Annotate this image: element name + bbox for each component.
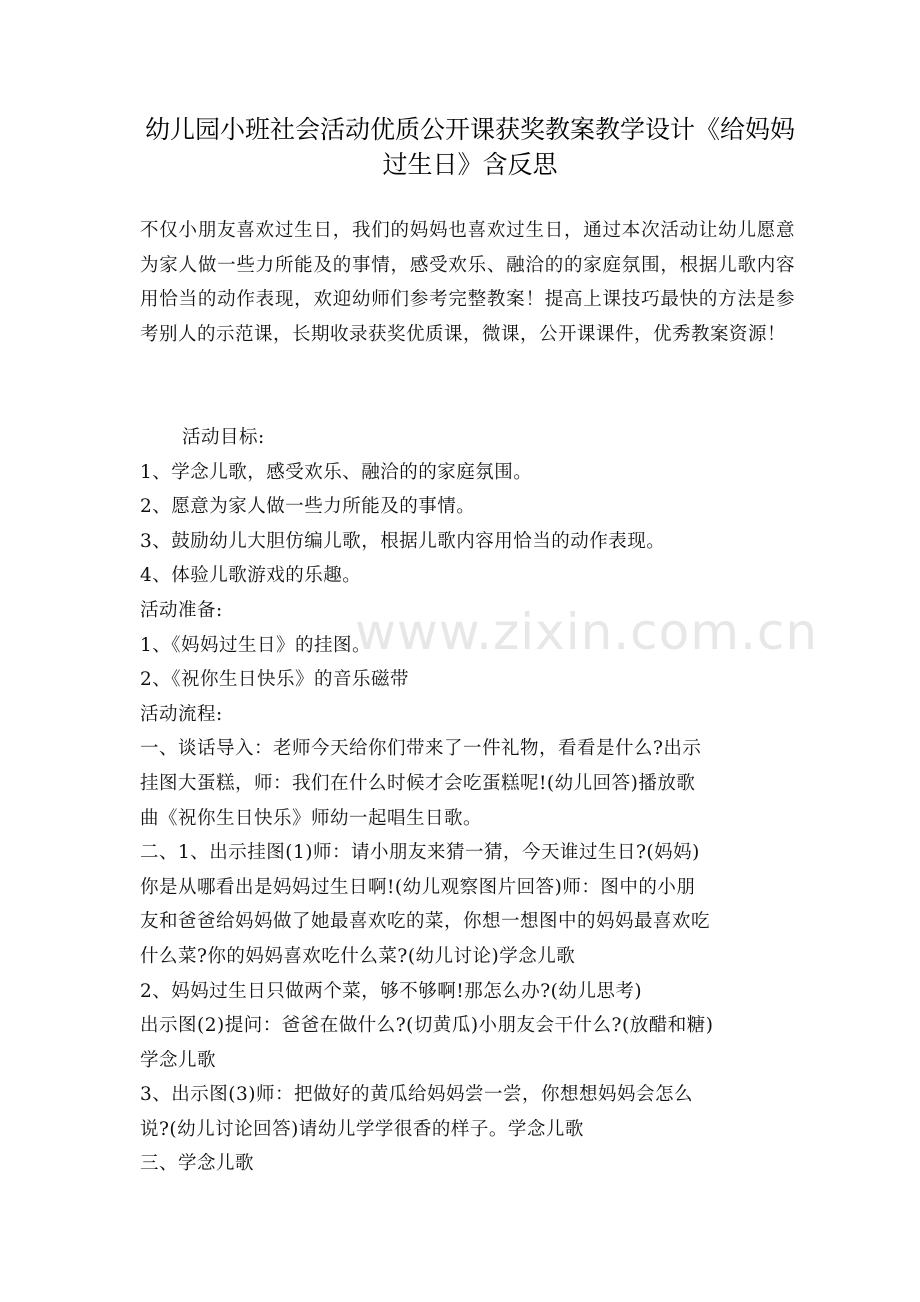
document-title: 幼儿园小班社会活动优质公开课获奖教案教学设计《给妈妈过生日》含反思 <box>144 115 795 179</box>
text-line: 二、1、出示挂图(1)师：请小朋友来猜一猜，今天谁过生日?(妈妈) <box>140 842 700 864</box>
text-line: 3、鼓励幼儿大胆仿编儿歌，根据儿歌内容用恰当的动作表现。 <box>140 530 666 552</box>
section-heading-prep: 活动准备: <box>140 599 223 621</box>
text-line: 一、谈话导入：老师今天给你们带来了一件礼物，看看是什么?出示 <box>140 738 702 760</box>
text-line: 三、学念儿歌 <box>140 1153 255 1175</box>
text-line: 挂图大蛋糕，师：我们在什么时候才会吃蛋糕呢!(幼儿回答)播放歌 <box>140 772 696 794</box>
document-body <box>140 421 795 1182</box>
text-line: 3、出示图(3)师：把做好的黄瓜给妈妈尝一尝，你想想妈妈会怎么 <box>140 1084 693 1106</box>
text-line: 4、体验儿歌游戏的乐趣。 <box>140 565 362 587</box>
text-line: 什么菜?你的妈妈喜欢吃什么菜?(幼儿讨论)学念儿歌 <box>140 945 576 967</box>
text-line: 2、妈妈过生日只做两个菜，够不够啊!那怎么办?(幼儿思考) <box>140 980 643 1002</box>
section-heading-process: 活动流程: <box>140 703 223 725</box>
text-line: 说?(幼儿讨论回答)请幼儿学学很香的样子。学念儿歌 <box>140 1118 584 1140</box>
text-line: 1、《妈妈过生日》的挂图。 <box>140 634 372 656</box>
text-line: 你是从哪看出是妈妈过生日啊!(幼儿观察图片回答)师：图中的小朋 <box>140 876 696 898</box>
text-line: 2、《祝你生日快乐》的音乐磁带 <box>140 669 410 691</box>
text-line: 友和爸爸给妈妈做了她最喜欢吃的菜，你想一想图中的妈妈最喜欢吃 <box>140 911 711 933</box>
text-line: 出示图(2)提问：爸爸在做什么?(切黄瓜)小朋友会干什么?(放醋和糖) <box>140 1015 714 1037</box>
intro-paragraph: 不仅小朋友喜欢过生日，我们的妈妈也喜欢过生日，通过本次活动让幼儿愿意为家人做一些力所能及的事情，感受欢乐、融洽的的家庭氛围，根据儿歌内容用恰当的动作表现，欢迎幼师们参考完整教案！提高上课技巧最快的方法是参考别人的示范课，长期收录获奖优质课，微课，公开课课件，优秀教案资源！ <box>140 220 795 345</box>
text-line: 学念儿歌 <box>140 1049 217 1071</box>
text-line: 2、愿意为家人做一些力所能及的事情。 <box>140 496 476 518</box>
text-line: 1、学念儿歌，感受欢乐、融洽的的家庭氛围。 <box>140 461 533 483</box>
text-line: 曲《祝你生日快乐》师幼一起唱生日歌。 <box>140 807 483 829</box>
watermark: www.zixin.com.cn <box>355 603 819 661</box>
section-heading-goals: 活动目标: <box>182 427 265 448</box>
